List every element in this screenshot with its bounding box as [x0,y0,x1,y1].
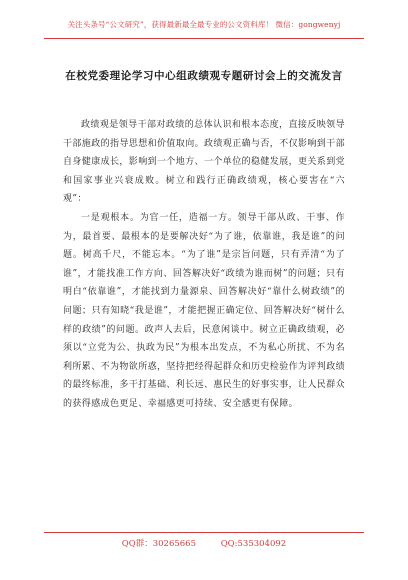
document-body [63,116,345,414]
body-paragraph-1: 政绩观是领导干部对政绩的总体认识和根本态度，直接反映领导干部施政的指导思想和价值取向。政绩观正确与否，不仅影响到干部自身健康成长，影响到一个地方、一个单位的稳健发展，更关系到党和国家事业兴衰成败。树立和践行正确政绩观，核心要害在“六观”： [63,120,346,205]
header-banner: 关注头条号“公文研究”，获得最新最全最专业的公文资料库！ 微信：gongwenyj [67,20,341,29]
header-divider [44,38,364,39]
footer-qq-group: QQ群：30265665 [121,539,196,549]
footer-qq-number: QQ:535304092 [220,539,287,549]
footer-contact [0,537,408,549]
footer-divider [44,532,364,533]
document-title: 在校党委理论学习中心组政绩观专题研讨会上的交流发言 [65,70,343,82]
body-paragraph-2: 一是观根本。为官一任，造福一方。领导干部从政、干事、作为，最首要、最根本的是要解决好“为了谁，依靠谁，我是谁”的问题。树高千尺，不能忘本。“为了谁”是宗旨问题，只有弄清“为了谁”，才能找准工作方向、回答解决好“政绩为谁而树”的问题；只有明白“依靠谁”，才能找到力量源泉、回答解决好“靠什么树政绩”的问题；只有知晓“我是谁”，才能把握正确定位、回答解决好“树什么样的政绩”的问题。政声人去后，民意闲谈中。树立正确政绩观，必须以“立党为公、执政为民”为根本出发点，不为私心所扰、不为名利所累、不为物欲所惑，坚持把经得起群众和历史检验作为评判政绩的最终标准，多干打基础、利长远、惠民生的好事实事，让人民群众的获得感成色更足、幸福感更可持续、安全感更有保障。 [63,212,346,409]
